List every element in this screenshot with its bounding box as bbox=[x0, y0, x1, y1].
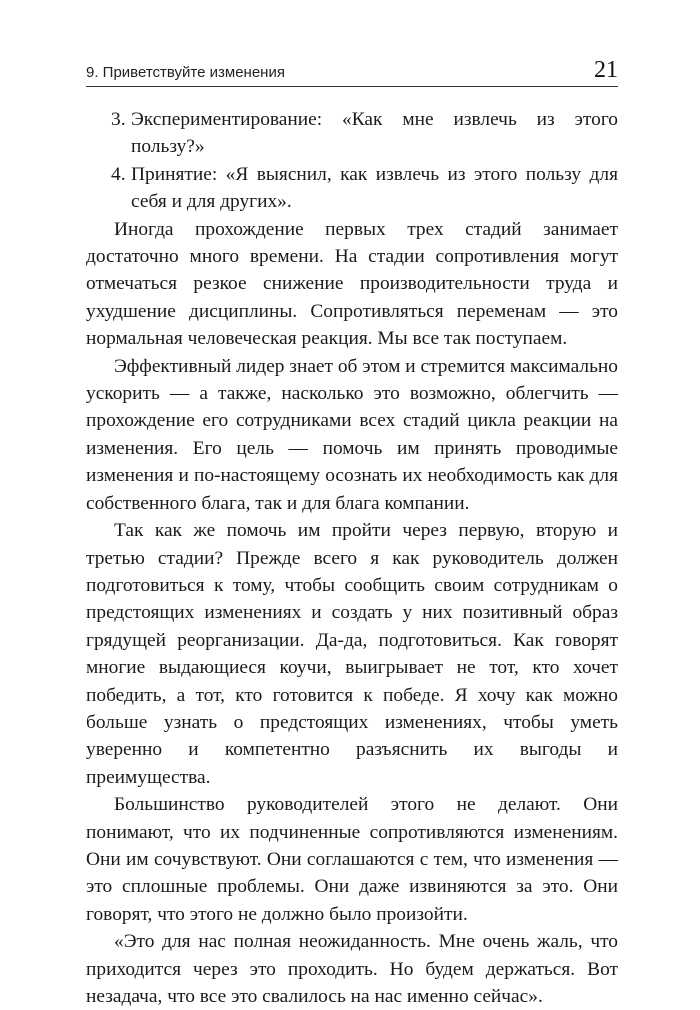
page-body bbox=[86, 106, 618, 1010]
running-header bbox=[86, 54, 618, 84]
chapter-title: 9. Приветствуйте изменения bbox=[86, 64, 285, 81]
list-item-number: 3. bbox=[111, 109, 126, 130]
page-number: 21 bbox=[594, 57, 618, 83]
list-item-text: Принятие: «Я выяснил, как извлечь из этого пользу для себя и для других». bbox=[131, 163, 618, 213]
body-paragraph: Эффективный лидер знает об этом и стремится максимально ускорить — а также, насколько это возможно, облегчить — прохождение его сотрудниками всех стадий цикла реакции на изменения. Его цель — помочь им принять проводимые изменения и по-настоящему осознать их необходимость как для собственного блага, так и для блага компании. bbox=[86, 355, 619, 514]
body-paragraph: Большинство руководителей этого не делают. Они понимают, что их подчиненные сопротивляются изменениям. Они им сочувствуют. Они соглашаются с тем, что изменения — это сплошные проблемы. Они даже извиняются за это. Они говорят, что этого не должно было произойти. bbox=[86, 794, 618, 925]
body-paragraph: Так как же помочь им пройти через первую, вторую и третью стадии? Прежде всего я как руководитель должен подготовиться к тому, чтобы сообщить своим сотрудникам о предстоящих изменениях и создать у них позитивный образ грядущей реорганизации. Да-да, подготовиться. Как говорят многие выдающиеся коучи, выигрывает не тот, кто хочет победить, а тот, кто готовится к победе. Я хочу как можно больше узнать о предстоящих изменениях, чтобы уметь уверенно и компетентно разъяснить их выгоды и преимущества. bbox=[86, 520, 618, 788]
list-item bbox=[111, 106, 618, 161]
list-item bbox=[111, 161, 618, 216]
body-paragraph: «Это для нас полная неожиданность. Мне очень жаль, что приходится через это проходить. Но будем держаться. Вот незадача, что все это свалилось на нас именно сейчас». bbox=[86, 931, 618, 1007]
list-item-text: Экспериментирование: «Как мне извлечь из этого пользу?» bbox=[131, 109, 618, 158]
body-paragraph: Иногда прохождение первых трех стадий занимает достаточно много времени. На стадии сопротивления могут отмечаться резкое снижение производительности труда и ухудшение дисциплины. Сопротивляться переменам — это нормальная человеческая реакция. Мы все так поступаем. bbox=[86, 218, 618, 350]
book-page bbox=[86, 54, 618, 1010]
list-item-number: 4. bbox=[111, 163, 126, 185]
header-rule bbox=[86, 86, 618, 87]
